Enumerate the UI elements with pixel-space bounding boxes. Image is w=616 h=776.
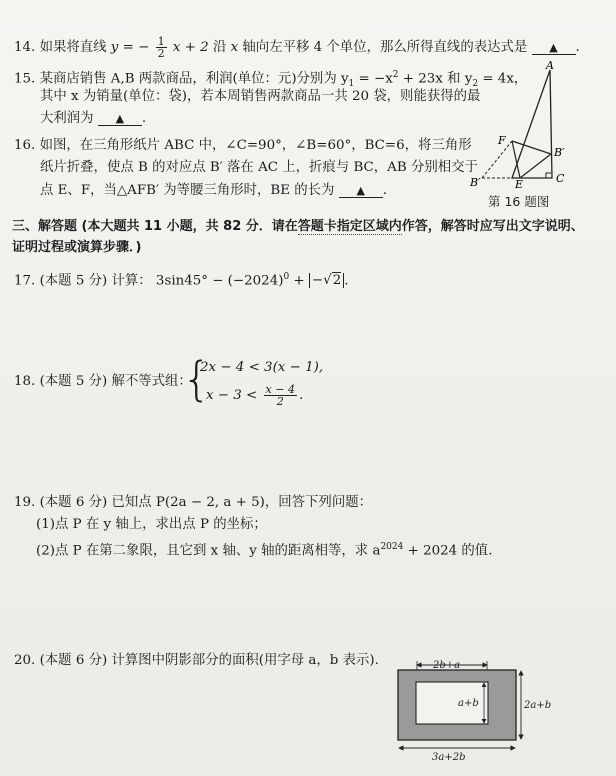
question-text: 如果将直线 [39, 40, 107, 55]
label-B: B′ [470, 176, 481, 189]
label-bottom: 3a+2b [432, 752, 466, 763]
section-three-header [12, 218, 584, 236]
expression: 3sin45° − (−2024) [155, 273, 284, 289]
triangle-figure [470, 60, 580, 190]
period: . [382, 183, 387, 198]
question-text: 轴向左平移 4 个单位，那么所得直线的表达式是 [242, 40, 528, 55]
label-B-prime: B′ [554, 146, 565, 159]
fraction [264, 384, 297, 407]
frac-denominator: 2 [157, 47, 165, 60]
answer-blank: ▲ [532, 41, 576, 55]
section-title: 三、解答题 [12, 219, 78, 234]
question-number: 18. [14, 374, 36, 389]
system-brace: { [182, 352, 212, 406]
label-E: E [515, 178, 524, 191]
score-label: (本题 6 分) [39, 495, 108, 510]
superscript: 0 [283, 272, 290, 282]
question-text: 已知点 P(2a − 2, a + 5)，回答下列问题： [111, 495, 372, 510]
label-F: F [498, 134, 506, 147]
question-19-part2 [36, 538, 492, 560]
question-19-part1: (1)点 P 在 y 轴上，求出点 P 的坐标； [36, 517, 267, 532]
question-text: 沿 [212, 40, 227, 55]
question-16-line1 [14, 137, 472, 155]
score-label: (本题 5 分) [39, 273, 108, 289]
question-20 [14, 652, 379, 670]
sqrt-argument: 2 [332, 273, 342, 289]
subscript: 2 [472, 79, 479, 90]
var-y: y [110, 40, 119, 55]
question-text: + 23x 和 y [398, 71, 473, 87]
question-16-line2: 纸片折叠，使点 B 的对应点 B′ 落在 AC 上，折痕与 BC，AB 分别相交于 [40, 160, 478, 175]
period: . [141, 111, 147, 126]
label-top: 2b+a [433, 660, 461, 671]
inequality-lhs: x − 3 < [206, 388, 258, 403]
period: . [575, 40, 580, 55]
question-text: 计算图中阴影部分的面积(用字母 a，b 表示). [111, 653, 379, 668]
inequality-2 [206, 384, 303, 407]
question-number: 14. [14, 40, 36, 55]
question-text: 如图，在三角形纸片 ABC 中，∠C=90°，∠B=60°，BC=6，将三角形 [39, 138, 472, 153]
superscript: 2 [392, 70, 399, 80]
label-right: 2a+b [524, 700, 552, 711]
question-text: + 2024 的值. [403, 543, 493, 559]
section-desc-emphasis: 答题卡指定区域内 [297, 219, 402, 234]
question-text: = 4x， [478, 71, 528, 87]
answer-blank: ▲ [98, 112, 142, 126]
question-14 [14, 36, 580, 59]
section-desc: 作答，解答时应写出文字说明、 [401, 219, 584, 234]
question-19 [14, 494, 372, 512]
frac-numerator: x − 4 [265, 383, 295, 396]
question-15-line3 [40, 110, 146, 128]
fraction-half [156, 36, 167, 59]
equals-minus: = − [122, 40, 150, 55]
question-18 [14, 373, 192, 391]
question-text: 计算： [111, 273, 152, 289]
question-text: 点 E、F，当△AFB′ 为等腰三角形时，BE 的长为 [40, 183, 335, 198]
question-text: 解不等式组： [111, 374, 192, 389]
question-text: 某商店销售 A,B 两款商品，利润(单位：元)分别为 y [39, 71, 349, 87]
question-17 [14, 268, 348, 290]
period: . [344, 273, 349, 289]
question-number: 16. [14, 138, 36, 153]
frac-numerator: 1 [157, 35, 165, 48]
superscript: 2024 [380, 542, 404, 552]
label-C: C [556, 172, 565, 185]
section-three-header-line2: 证明过程或演算步骤．) [12, 240, 142, 255]
answer-blank: ▲ [339, 184, 383, 198]
section-desc: (本大题共 11 小题，共 82 分．请在 [81, 219, 298, 234]
question-15-line2: 其中 x 为销量(单位：袋)，若本周销售两款商品一共 20 袋，则能获得的最 [40, 89, 481, 104]
shaded-rectangle-figure [388, 656, 552, 766]
figure-caption: 第 16 题图 [488, 194, 550, 209]
period: . [298, 388, 304, 403]
question-number: 20. [14, 653, 36, 668]
var-x: x [230, 40, 239, 55]
question-text: 大利润为 [40, 111, 94, 126]
question-text: = −x [354, 71, 393, 87]
question-number: 17. [14, 273, 36, 289]
frac-denominator: 2 [276, 395, 284, 408]
score-label: (本题 5 分) [39, 374, 108, 389]
question-number: 19. [14, 495, 36, 510]
expression: + [289, 273, 309, 289]
score-label: (本题 6 分) [39, 653, 108, 668]
label-A: A [546, 59, 554, 72]
subscript: 1 [348, 79, 355, 90]
question-16-line3 [40, 182, 387, 200]
minus-sign: − [311, 273, 324, 289]
equation-rest: x + 2 [172, 40, 209, 55]
absolute-value: −√2 [309, 273, 344, 288]
question-text: (2)点 P 在第二象限，且它到 x 轴、y 轴的距离相等，求 a [36, 543, 381, 559]
question-number: 15. [14, 71, 36, 87]
inequality-1: 2x − 4 < 3(x − 1), [200, 360, 324, 375]
label-inner: a+b [458, 698, 479, 709]
